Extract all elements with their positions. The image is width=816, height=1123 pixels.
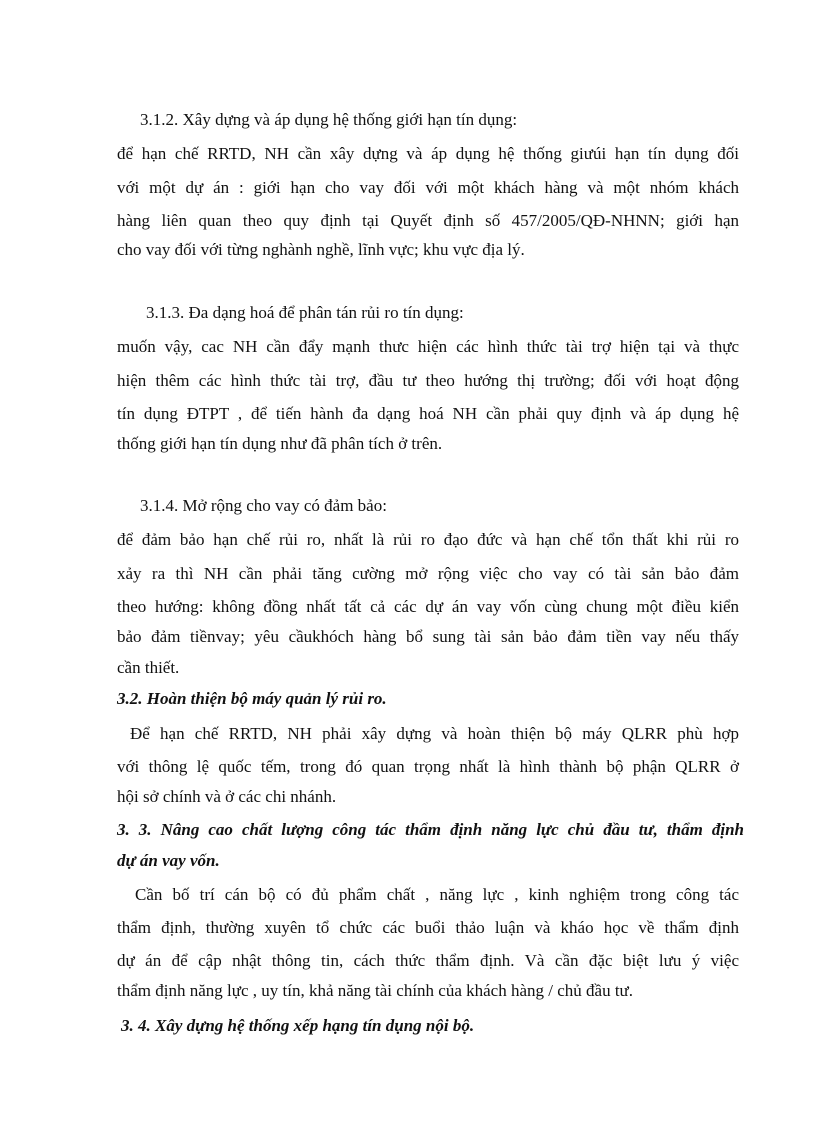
paragraph-line: thẩm định, thường xuyên tổ chức các buổi thảo luận và kháo học về thẩm định [117, 918, 739, 937]
section-heading-3-2: 3.2. Hoàn thiện bộ máy quản lý rủi ro. [117, 689, 387, 708]
paragraph-line: hàng liên quan theo quy định tại Quyết định số 457/2005/QĐ-NHNN; giới hạn [117, 211, 739, 230]
paragraph-line: Cần bố trí cán bộ có đủ phẩm chất , năng lực , kinh nghiệm trong công tác [135, 885, 739, 904]
paragraph-line: cho vay đối với từng nghành nghề, lĩnh vực; khu vực địa lý. [117, 240, 525, 259]
section-heading-3-3: 3. 3. Nâng cao chất lượng công tác thẩm định năng lực chủ đầu tư, thẩm định [117, 820, 744, 839]
section-heading-3-1-4: 3.1.4. Mở rộng cho vay có đảm bảo: [140, 496, 387, 515]
section-heading-3-1-3: 3.1.3. Đa dạng hoá để phân tán rủi ro tín dụng: [146, 303, 464, 322]
paragraph-line: muốn vậy, cac NH cần đẩy mạnh thưc hiện các hình thức tài trợ hiện tại và thực [117, 337, 739, 356]
paragraph-line: theo hướng: không đồng nhất tất cả các dự án vay vốn cùng chung một điều kiển [117, 597, 739, 616]
paragraph-line: hiện thêm các hình thức tài trợ, đầu tư theo hướng thị trường; đối với hoạt động [117, 371, 739, 390]
paragraph-line: xảy ra thì NH cần phải tăng cường mở rộng việc cho vay có tài sản bảo đảm [117, 564, 739, 583]
paragraph-line: với một dự án : giới hạn cho vay đối với một khách hàng và một nhóm khách [117, 178, 739, 197]
section-heading-3-4: 3. 4. Xây dựng hệ thống xếp hạng tín dụng nội bộ. [121, 1016, 475, 1035]
paragraph-line: Để hạn chế RRTD, NH phải xây dựng và hoàn thiện bộ máy QLRR phù hợp [130, 724, 739, 743]
paragraph-line: bảo đảm tiềnvay; yêu cầukhóch hàng bổ sung tài sản bảo đảm tiền vay nếu thấy [117, 627, 739, 646]
paragraph-line: để đảm bảo hạn chế rủi ro, nhất là rủi ro đạo đức và hạn chế tổn thất khi rủi ro [117, 530, 739, 549]
paragraph-line: thống giới hạn tín dụng như đã phân tích ở trên. [117, 434, 443, 453]
section-heading-3-3-continued: dự án vay vốn. [117, 851, 220, 870]
paragraph-line: tín dụng ĐTPT , để tiến hành đa dạng hoá NH cần phải quy định và áp dụng hệ [117, 404, 739, 423]
paragraph-line: thẩm định năng lực , uy tín, khả năng tài chính của khách hàng / chủ đầu tư. [117, 981, 634, 1000]
paragraph-line: hội sở chính và ở các chi nhánh. [117, 787, 337, 806]
paragraph-line: với thông lệ quốc tếm, trong đó quan trọng nhất là hình thành bộ phận QLRR ở [117, 757, 739, 776]
paragraph-line: dự án để cập nhật thông tin, cách thức thẩm định. Và cần đặc biệt lưu ý việc [117, 951, 739, 970]
section-heading-3-1-2: 3.1.2. Xây dựng và áp dụng hệ thống giới hạn tín dụng: [140, 110, 518, 129]
paragraph-line: để hạn chế RRTD, NH cần xây dựng và áp dụng hệ thống giưúi hạn tín dụng đối [117, 144, 739, 163]
paragraph-line: cần thiết. [117, 658, 180, 677]
